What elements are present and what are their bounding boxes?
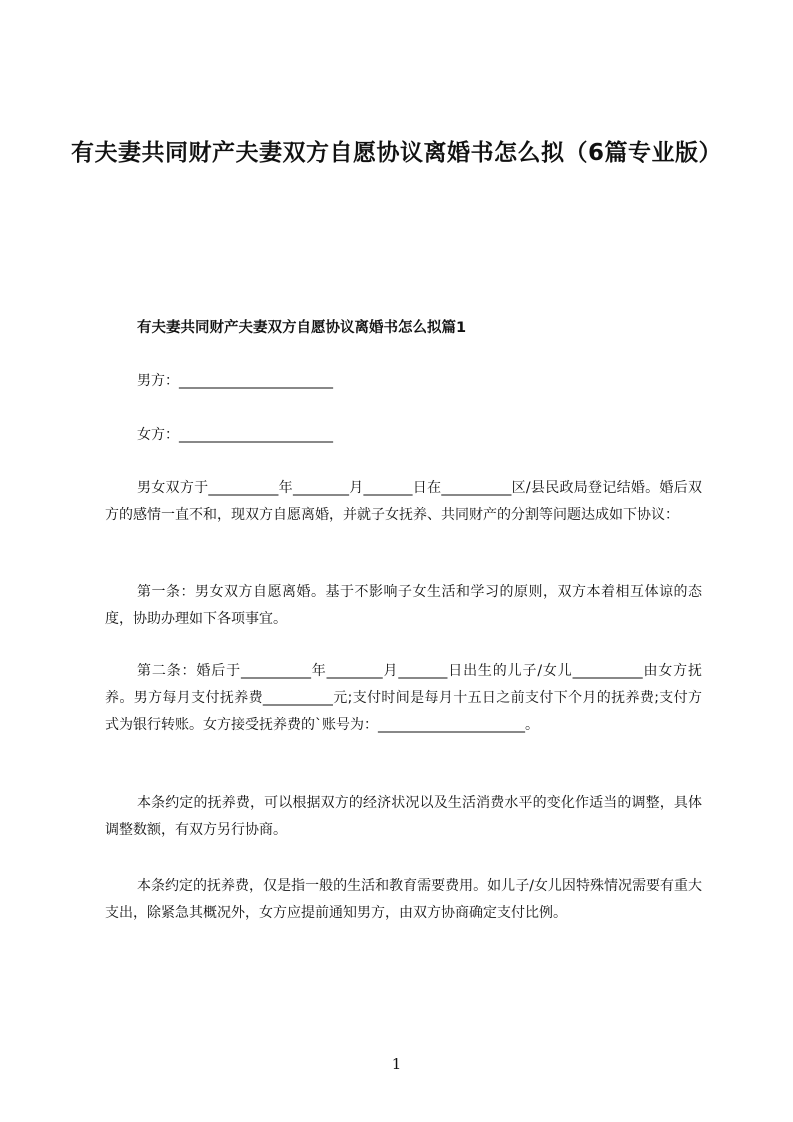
paragraph-support-scope: 本条约定的抚养费，仅是指一般的生活和教育需要费用。如儿子/女儿因特殊情况需要有重大支出，除紧急其概况外，女方应提前通知男方，由双方协商确定支付比例。 bbox=[105, 878, 702, 921]
section-heading: 有夫妻共同财产夫妻双方自愿协议离婚书怎么拟篇1 bbox=[137, 320, 467, 336]
male-party-field: 男方：______________________ bbox=[137, 373, 333, 389]
paragraph-support-adjustment: 本条约定的抚养费，可以根据双方的经济状况以及生活消费水平的变化作适当的调整，具体调整数额，有双方另行协商。 bbox=[105, 795, 702, 838]
document-title: 有夫妻共同财产夫妻双方自愿协议离婚书怎么拟（6篇专业版） bbox=[70, 140, 722, 166]
paragraph-intro: 男女双方于__________年________月_______日在__________区/县民政局登记结婚。婚后双方的感情一直不和，现双方自愿离婚，并就子女抚养、共同财产的分割等问题达成如下协议： bbox=[105, 480, 702, 523]
page-number: 1 bbox=[391, 1055, 402, 1073]
paragraph-article-2: 第二条：婚后于__________年________月_______日出生的儿子/女儿__________由女方抚养。男方每月支付抚养费__________元;支付时间是每月十五日之前支付下个月的抚养费;支付方式为银行转账。女方接受抚养费的`账号为：_____________________。 bbox=[105, 663, 702, 733]
paragraph-article-1: 第一条：男女双方自愿离婚。基于不影响子女生活和学习的原则，双方本着相互体谅的态度，协助办理如下各项事宜。 bbox=[105, 584, 702, 627]
female-party-field: 女方：______________________ bbox=[137, 427, 333, 443]
